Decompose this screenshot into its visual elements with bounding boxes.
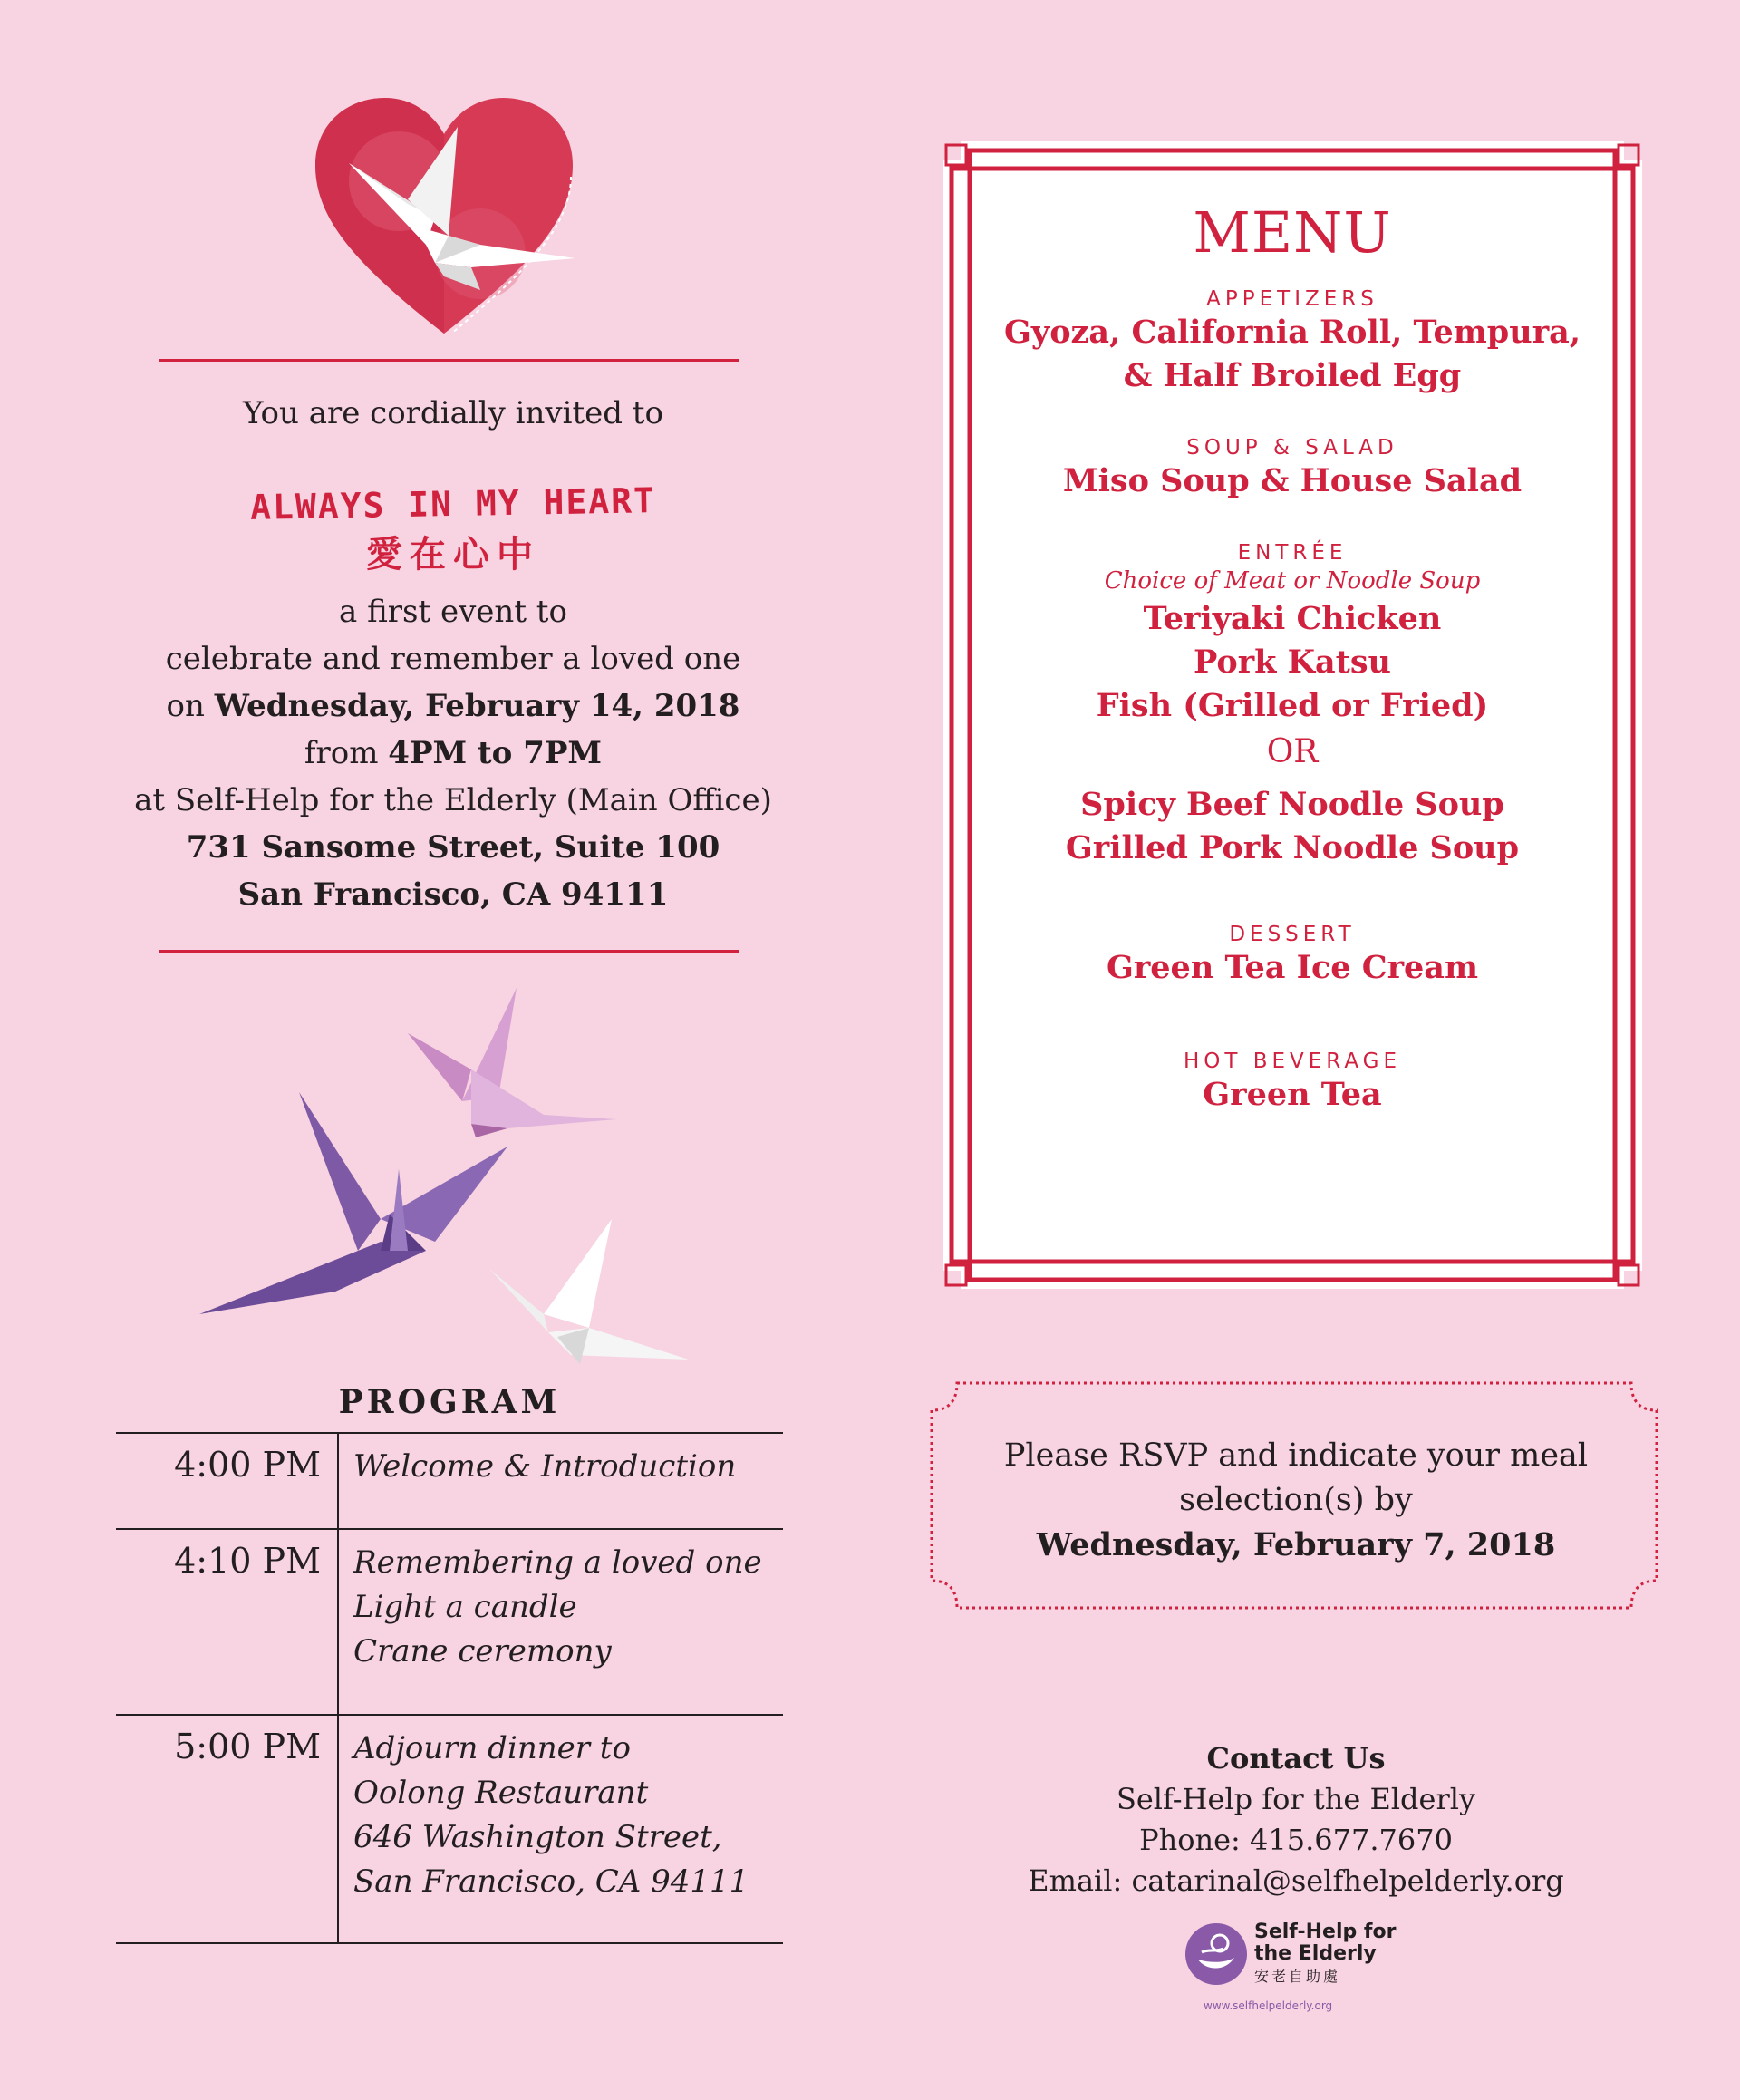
logo-name-line1: Self-Help for	[1254, 1921, 1397, 1943]
menu-category-soup-salad: SOUP & SALAD	[1186, 436, 1398, 460]
rsvp-deadline: Wednesday, February 7, 2018	[1036, 1526, 1556, 1563]
program-item: Light a candle	[353, 1589, 577, 1625]
invite-line1: a first event to	[339, 594, 567, 630]
menu-item: Grilled Pork Noodle Soup	[1065, 829, 1520, 866]
menu-item: Gyoza, California Roll, Tempura,	[1003, 314, 1580, 351]
program-items	[339, 1716, 783, 1942]
program-time: 4:10 PM	[116, 1530, 339, 1714]
program-items	[339, 1434, 783, 1528]
invite-line2: celebrate and remember a loved one	[165, 641, 741, 677]
menu-entree-note: Choice of Meat or Noodle Soup	[1104, 567, 1481, 595]
menu-item: & Half Broiled Egg	[1123, 357, 1462, 394]
logo-chinese: 安老自助處	[1254, 1968, 1341, 1985]
program-item: Adjourn dinner to	[353, 1730, 631, 1766]
logo-url: www.selfhelpelderly.org	[1204, 1999, 1333, 2012]
program-items	[339, 1530, 783, 1714]
event-date-line	[109, 682, 798, 730]
program-item: Crane ceremony	[353, 1633, 612, 1669]
organization-logo	[1184, 1920, 1419, 2019]
rsvp	[933, 1434, 1658, 1567]
program-time: 4:00 PM	[116, 1434, 339, 1528]
top-divider	[159, 359, 739, 362]
time-prefix: from	[304, 735, 379, 771]
bottom-divider	[159, 950, 739, 953]
event-title-chinese: 愛在心中	[366, 534, 540, 576]
program-row	[116, 1434, 783, 1530]
program-table	[116, 1432, 783, 1944]
contact-phone: Phone: 415.677.7670	[1139, 1823, 1453, 1857]
menu-or: OR	[1266, 733, 1319, 770]
event-title: ALWAYS IN MY HEART	[249, 480, 657, 527]
contact-email: Email: catarinal@selfhelpelderly.org	[1028, 1863, 1564, 1898]
rsvp-line1: Please RSVP and indicate your meal	[1003, 1437, 1589, 1474]
event-time: 4PM to 7PM	[388, 735, 603, 771]
program-item: Welcome & Introduction	[353, 1448, 737, 1485]
event-date: Wednesday, February 14, 2018	[214, 688, 740, 724]
menu-item: Spicy Beef Noodle Soup	[1080, 786, 1504, 823]
contact-block	[933, 1738, 1658, 1902]
heart-crane-illustration	[299, 91, 589, 344]
menu-category-dessert: DESSERT	[1229, 923, 1356, 946]
contact-heading: Contact Us	[1206, 1741, 1386, 1776]
menu-item: Miso Soup & House Salad	[1062, 462, 1522, 499]
menu-item: Green Tea	[1203, 1076, 1382, 1113]
menu-category-beverage: HOT BEVERAGE	[1183, 1050, 1402, 1073]
program-row	[116, 1716, 783, 1944]
rsvp-line2: selection(s) by	[1179, 1482, 1413, 1518]
menu-item: Pork Katsu	[1193, 644, 1391, 681]
program-item: San Francisco, CA 94111	[353, 1863, 749, 1900]
event-time-line	[109, 730, 798, 777]
contact-org: Self-Help for the Elderly	[1116, 1782, 1476, 1816]
program-item: 646 Washington Street,	[353, 1819, 722, 1855]
menu-category-appetizers: APPETIZERS	[1206, 287, 1378, 311]
invite-intro: You are cordially invited to	[243, 395, 663, 431]
date-prefix: on	[166, 688, 205, 724]
event-address1: 731 Sansome Street, Suite 100	[186, 829, 720, 866]
program-title: PROGRAM	[338, 1383, 561, 1421]
menu-category-entree: ENTRÉE	[1237, 541, 1348, 565]
menu	[942, 141, 1642, 1117]
program-item: Oolong Restaurant	[353, 1775, 649, 1811]
menu-item: Green Tea Ice Cream	[1106, 949, 1479, 986]
logo-emblem-icon	[1184, 1921, 1249, 1987]
logo-name-line2: the Elderly	[1254, 1942, 1377, 1965]
origami-cranes-illustration	[199, 979, 698, 1378]
menu-item: Teriyaki Chicken	[1143, 600, 1442, 637]
invitation-block	[109, 390, 798, 918]
event-address2: San Francisco, CA 94111	[237, 876, 669, 913]
menu-title: MENU	[1193, 199, 1392, 266]
event-venue: at Self-Help for the Elderly (Main Office)	[134, 782, 772, 818]
program-row	[116, 1530, 783, 1716]
program-item: Remembering a loved one	[353, 1544, 762, 1581]
menu-item: Fish (Grilled or Fried)	[1096, 687, 1489, 724]
program-time: 5:00 PM	[116, 1716, 339, 1942]
